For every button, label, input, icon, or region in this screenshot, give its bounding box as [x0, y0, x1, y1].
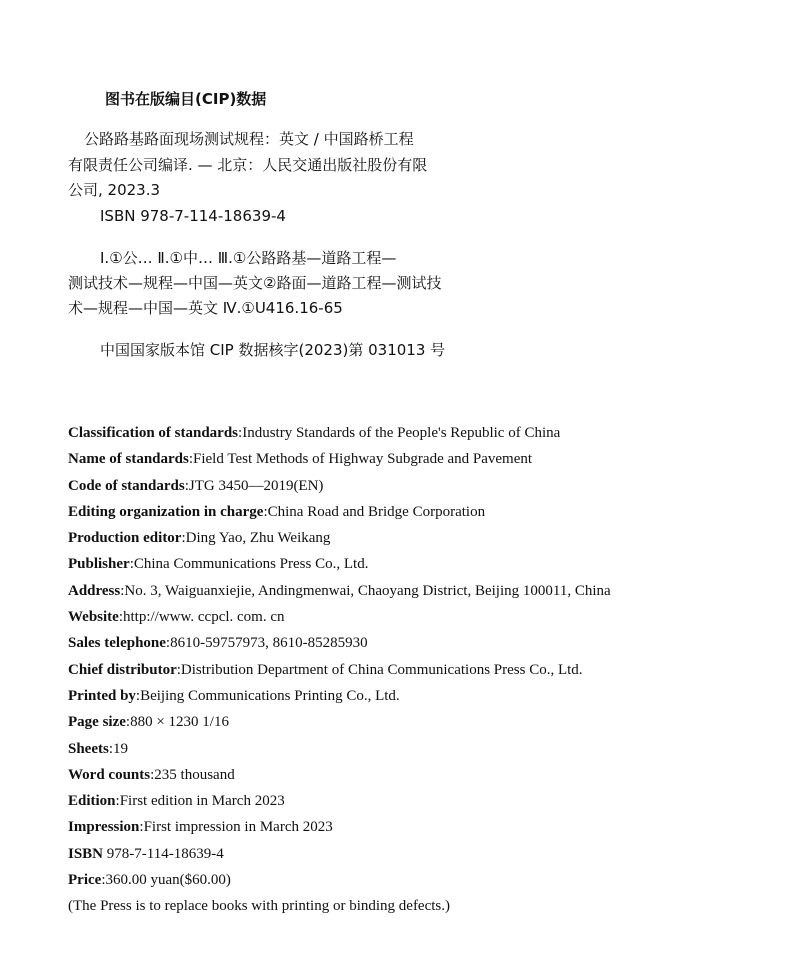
info-row-editing-organization: Editing organization in charge:China Road and Bridge Corporation — [68, 503, 486, 520]
info-row-sales-telephone: Sales telephone:8610-59757973, 8610-85285930 — [68, 635, 368, 652]
info-row-price: Price:360.00 yuan($60.00) — [68, 872, 231, 889]
info-row-word-counts: Word counts:235 thousand — [68, 766, 235, 783]
info-label: Sheets — [68, 740, 109, 757]
publication-info — [68, 420, 611, 920]
info-row-impression: Impression:First impression in March 2023 — [68, 819, 333, 836]
info-value: China Communications Press Co., Ltd. — [133, 556, 369, 573]
info-value: 235 thousand — [154, 766, 235, 783]
info-row-production-editor: Production editor:Ding Yao, Zhu Weikang — [68, 530, 331, 547]
info-label: Edition — [68, 793, 116, 810]
info-value: First impression in March 2023 — [143, 819, 333, 836]
info-value: First edition in March 2023 — [119, 793, 285, 810]
info-label: Name of standards — [68, 451, 189, 468]
cip-subject-line-3: 术—规程—中国—英文 Ⅳ.①U416.16-65 — [68, 299, 343, 317]
info-label: Publisher — [68, 556, 130, 573]
info-value: Distribution Department of China Communications Press Co., Ltd. — [180, 661, 583, 678]
info-label: Page size — [68, 714, 126, 731]
cip-title: 图书在版编目(CIP)数据 — [105, 90, 267, 108]
info-label: Website — [68, 609, 119, 626]
info-row-address: Address:No. 3, Waiguanxiejie, Andingmenwai, Chaoyang District, Beijing 100011, China — [68, 582, 611, 599]
cip-line-2: 有限责任公司编译. — 北京：人民交通出版社股份有限 — [68, 156, 428, 174]
info-value: China Road and Bridge Corporation — [267, 503, 486, 520]
info-row-edition: Edition:First edition in March 2023 — [68, 793, 285, 810]
cip-subject-line-2: 测试技术—规程—中国—英文②路面—道路工程—测试技 — [68, 274, 442, 292]
info-label: Impression — [68, 819, 140, 836]
info-value: 8610-59757973, 8610-85285930 — [170, 635, 368, 652]
info-label: Sales telephone — [68, 635, 166, 652]
info-row-name: Name of standards:Field Test Methods of Highway Subgrade and Pavement — [68, 451, 533, 468]
info-row-page-size: Page size:880 × 1230 1/16 — [68, 714, 229, 731]
info-row-classification: Classification of standards:Industry Standards of the People's Republic of China — [68, 425, 561, 441]
info-label: Word counts — [68, 766, 151, 783]
replacement-note: (The Press is to replace books with printing or binding defects.) — [68, 898, 451, 915]
info-value: Ding Yao, Zhu Weikang — [185, 530, 331, 547]
info-label: Production editor — [68, 530, 182, 547]
info-label: ISBN — [68, 845, 104, 862]
info-value: 19 — [113, 740, 129, 757]
info-row-publisher: Publisher:China Communications Press Co., Ltd. — [68, 556, 369, 573]
info-label: Address — [68, 582, 121, 599]
cip-line-1: 公路路基路面现场测试规程：英文 / 中国路桥工程 — [84, 130, 414, 148]
info-row-sheets: Sheets:19 — [68, 740, 129, 757]
info-value: http://www. ccpcl. com. cn — [123, 609, 285, 626]
info-value: 880 × 1230 1/16 — [130, 714, 229, 731]
info-label: Code of standards — [68, 477, 185, 494]
info-row-chief-distributor: Chief distributor:Distribution Department of China Communications Press Co., Ltd. — [68, 661, 583, 678]
info-value: No. 3, Waiguanxiejie, Andingmenwai, Chaoyang District, Beijing 100011, China — [124, 582, 611, 599]
info-row-code: Code of standards:JTG 3450—2019(EN) — [68, 477, 324, 494]
cip-subject-line-1: Ⅰ.①公… Ⅱ.①中… Ⅲ.①公路路基—道路工程— — [100, 249, 397, 267]
info-row-printed-by: Printed by:Beijing Communications Printing Co., Ltd. — [68, 687, 400, 704]
info-label: Price — [68, 872, 102, 889]
cip-isbn-line: ISBN 978-7-114-18639-4 — [100, 207, 286, 225]
info-label: Chief distributor — [68, 661, 177, 678]
info-label: Editing organization in charge — [68, 503, 264, 520]
info-value: 978-7-114-18639-4 — [106, 845, 224, 862]
info-value: 360.00 yuan($60.00) — [105, 872, 231, 889]
cip-record-number: 中国国家版本馆 CIP 数据核字(2023)第 031013 号 — [100, 341, 446, 359]
info-value: Industry Standards of the People's Republic of China — [242, 425, 561, 441]
info-row-website: Website:http://www. ccpcl. com. cn — [68, 609, 285, 626]
cip-line-3: 公司, 2023.3 — [68, 181, 161, 199]
info-label: Classification of standards — [68, 425, 239, 441]
info-value: Beijing Communications Printing Co., Ltd. — [140, 687, 400, 704]
info-label: Printed by — [68, 687, 136, 704]
info-value: Field Test Methods of Highway Subgrade and Pavement — [193, 451, 533, 468]
info-row-isbn — [68, 841, 611, 867]
info-value: JTG 3450—2019(EN) — [188, 477, 324, 494]
